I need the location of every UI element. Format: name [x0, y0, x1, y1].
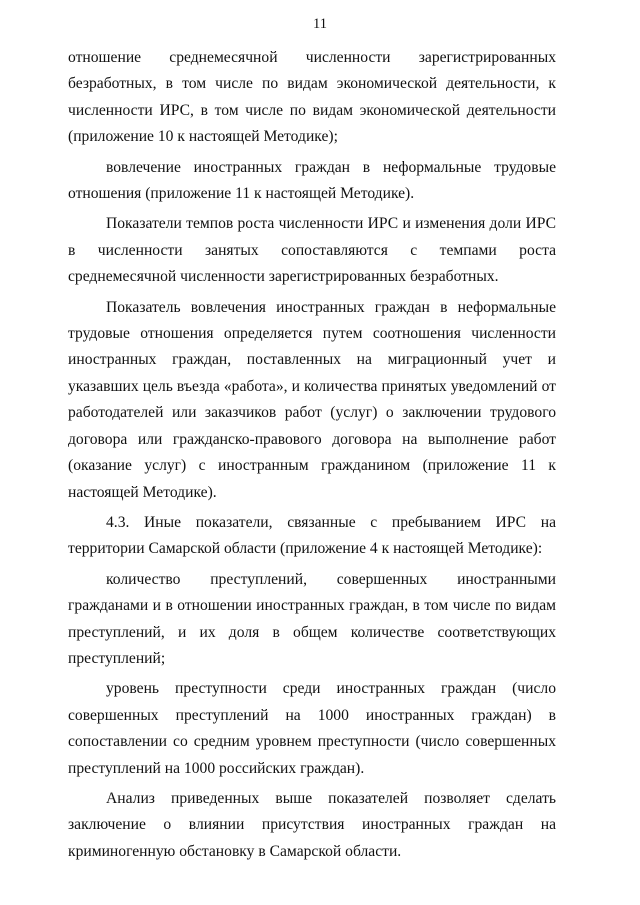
paragraph-unemployed-ratio: отношение среднемесячной численности зарегистрированных безработных, в том числе по видам экономической деятельности, к численности ИРС, в том числе по видам экономической деятельности (приложение 10 к настоящей Методике); — [68, 49, 556, 146]
paragraph-crime-level: уровень преступности среди иностранных граждан (число совершенных преступлений на 1000 иностранных граждан) в сопоставлении со средним уровнем преступности (число совершенных преступлений на 1000 российских граждан). — [68, 680, 556, 777]
page-number: 11 — [313, 16, 327, 32]
paragraph-involvement-indicator-definition: Показатель вовлечения иностранных граждан в неформальные трудовые отношения определяется путем соотношения численности иностранных граждан, поставленных на миграционный учет и указавших цель въезда «работа», и количества принятых уведомлений от работодателей или заказчиков работ (услуг) о заключении трудового договора или гражданско-правового договора на выполнение работ (оказание услуг) с иностранным гражданином (приложение 11 к настоящей Методике). — [68, 298, 556, 501]
paragraph-crime-count: количество преступлений, совершенных иностранными гражданами и в отношении иностранных граждан, в том числе по видам преступлений, и их доля в общем количестве соответствующих преступлений; — [68, 570, 556, 667]
document-body — [68, 45, 556, 869]
paragraph-analysis-conclusion: Анализ приведенных выше показателей позволяет сделать заключение о влиянии присутствия иностранных граждан на криминогенную обстановку в Самарской области. — [68, 789, 556, 860]
paragraph-section-4-3: 4.3. Иные показатели, связанные с пребыванием ИРС на территории Самарской области (приложение 4 к настоящей Методике): — [68, 513, 556, 558]
paragraph-informal-labor-involvement: вовлечение иностранных граждан в неформальные трудовые отношения (приложение 11 к настоящей Методике). — [68, 158, 556, 203]
paragraph-growth-rate-comparison: Показатели темпов роста численности ИРС и изменения доли ИРС в численности занятых сопоставляются с темпами роста среднемесячной численности зарегистрированных безработных. — [68, 215, 556, 286]
